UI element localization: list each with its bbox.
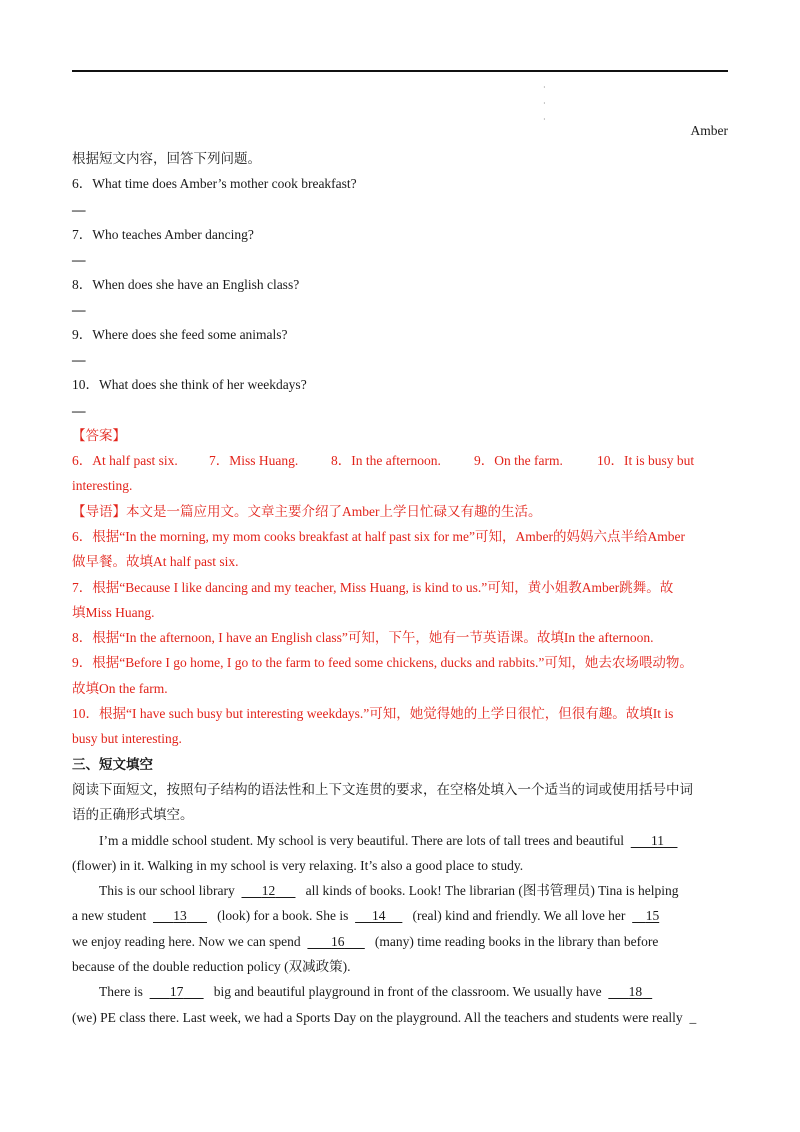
instruction: 根据短文内容，回答下列问题。	[72, 151, 261, 166]
section-3-instruction-cont: 语的正确形式填空。	[72, 807, 194, 823]
section-3-instruction: 阅读下面短文，按照句子结构的语法性和上下文连贯的要求，在空格处填入一个适当的词或使用括号中词	[72, 781, 693, 797]
blank-11[interactable]: 11	[650, 832, 664, 848]
question-9: 9．Where does she feed some animals?	[72, 327, 288, 343]
passage-line: I’m a middle school student. My school is very beautiful. There are lots of tall trees and beautiful 11	[72, 828, 728, 853]
answer-blank: —	[72, 201, 86, 217]
passage-line: because of the double reduction policy (双减政策).	[72, 959, 351, 975]
passage-line: we enjoy reading here. Now we can spend 16 (many) time reading books in the library than before	[72, 933, 659, 949]
question-7: 7．Who teaches Amber dancing?	[72, 226, 254, 242]
section-3-heading: 三、短文填空	[72, 756, 153, 772]
explanation-9-cont: 故填On the farm.	[72, 680, 168, 696]
answer-6: 6．At half past six.	[72, 453, 178, 469]
explanation-7-cont: 填Miss Huang.	[72, 604, 155, 620]
answer-blank: —	[72, 352, 86, 368]
explanation-8: 8．根据“In the afternoon, I have an English class”可知，下午，她有一节英语课。故填In the afternoon.	[72, 630, 654, 646]
blank-15[interactable]: 15	[645, 908, 660, 924]
passage-line: a new student 13 (look) for a book. She is 14 (real) kind and friendly. We all love her 15	[72, 908, 660, 924]
explanation-6-cont: 做早餐。故填At half past six.	[72, 554, 239, 570]
guide-text: 【导语】本文是一篇应用文。文章主要介绍了Amber上学日忙碌又有趣的生活。	[72, 503, 542, 519]
header-rule	[72, 70, 728, 72]
answer-blank: —	[72, 402, 86, 418]
header-dots: · · ·	[543, 83, 546, 124]
answer-items	[72, 448, 728, 473]
answer-9: 9．On the farm.	[474, 453, 563, 469]
blank-17[interactable]: 17	[169, 984, 184, 1000]
answer-7: 7．Miss Huang.	[209, 453, 299, 469]
question-10: 10．What does she think of her weekdays?	[72, 377, 307, 393]
explanation-7: 7．根据“Because I like dancing and my teacher, Miss Huang, is kind to us.”可知，黄小姐教Amber跳舞。故	[72, 579, 674, 595]
explanation-6: 6．根据“In the morning, my mom cooks breakfast at half past six for me”可知，Amber的妈妈六点半给Amber	[72, 528, 686, 544]
passage-line: There is 17 big and beautiful playground in front of the classroom. We usually have 18	[72, 979, 728, 1004]
passage-line: (flower) in it. Walking in my school is very relaxing. It’s also a good place to study.	[72, 857, 524, 873]
question-8: 8．When does she have an English class?	[72, 276, 300, 292]
passage-line: (we) PE class there. Last week, we had a Sports Day on the playground. All the teachers and students were really _	[72, 1009, 697, 1025]
answer-heading: 【答案】	[72, 427, 126, 443]
blank-16[interactable]: 16	[331, 933, 345, 949]
signature-amber: Amber	[690, 123, 728, 138]
section-3	[72, 752, 728, 1030]
answer-8: 8．In the afternoon.	[331, 453, 441, 469]
blank-14[interactable]: 14	[371, 908, 386, 924]
blank-12[interactable]: 12	[261, 883, 276, 899]
blank-18[interactable]: 18	[628, 984, 643, 1000]
question-list	[72, 171, 728, 422]
answer-continuation: interesting.	[72, 478, 133, 494]
answer-blank: —	[72, 302, 86, 318]
document-body	[72, 146, 728, 1030]
question-6: 6．What time does Amber’s mother cook breakfast?	[72, 176, 357, 192]
explanation-10-cont: busy but interesting.	[72, 731, 182, 747]
explanation-9: 9．根据“Before I go home, I go to the farm to feed some chickens, ducks and rabbits.”可知，她去农场喂动物。	[72, 655, 693, 671]
explanation-10: 10．根据“I have such busy but interesting weekdays.”可知，她觉得她的上学日很忙，但很有趣。故填It is	[72, 706, 674, 722]
trailing-blank[interactable]: _	[689, 1009, 697, 1025]
blank-13[interactable]: 13	[173, 908, 187, 924]
answer-10: 10．It is busy but	[597, 453, 695, 469]
answer-blank: —	[72, 251, 86, 267]
passage-line: This is our school library 12 all kinds of books. Look! The librarian (图书管理员) Tina is helping	[99, 883, 679, 899]
answer-section	[72, 423, 728, 752]
